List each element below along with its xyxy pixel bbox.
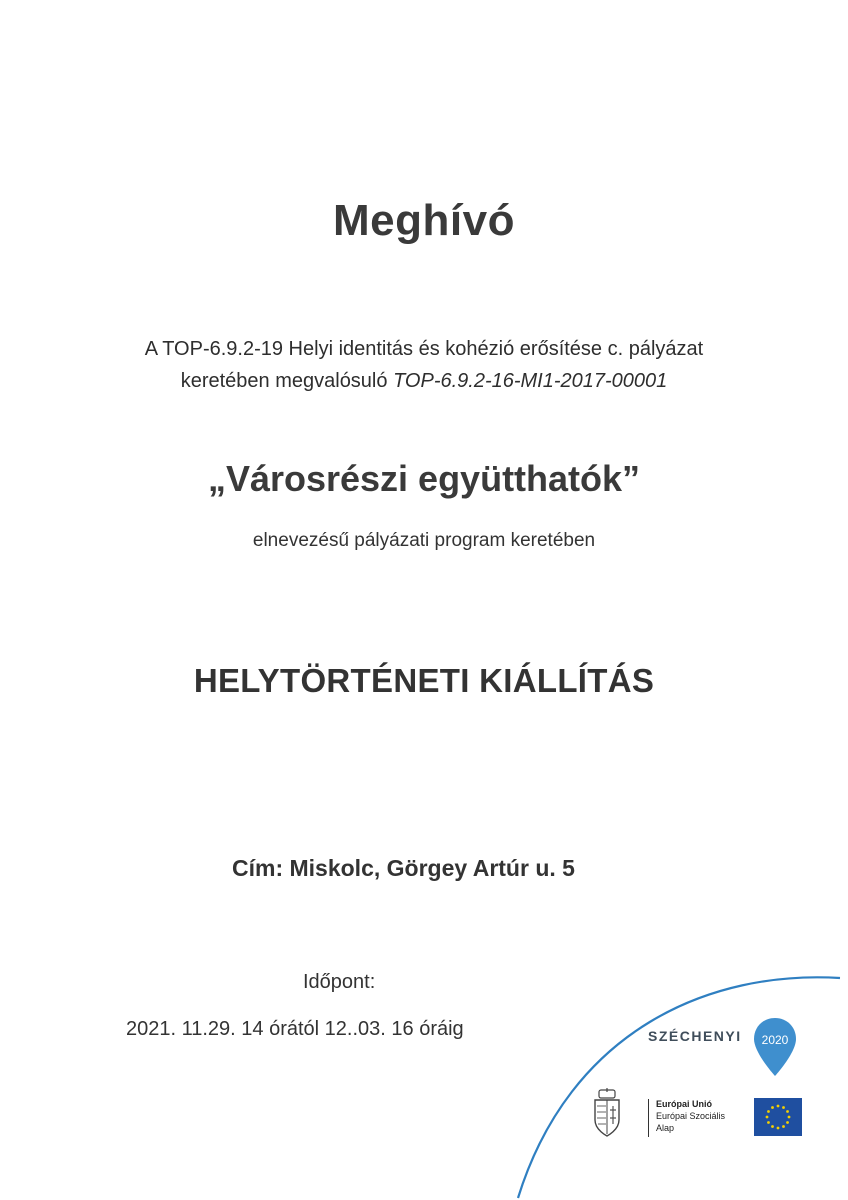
program-name: „Városrészi együtthatók” [207,458,641,499]
eu-flag-icon [754,1098,802,1136]
intro-line-2-prefix: keretében megvalósuló [180,370,394,392]
page-title: Meghívó [333,196,515,245]
eu-star-icon [782,1106,785,1109]
eu-fund-text [656,1098,725,1134]
szechenyi-year: 2020 [761,1033,789,1047]
szechenyi-label: SZÉCHENYI [648,1028,742,1044]
eu-star-icon [771,1125,774,1128]
eu-star-icon [771,1106,774,1109]
intro-line-2 [0,365,848,397]
exhibition-title: HELYTÖRTÉNETI KIÁLLÍTÁS [193,662,655,699]
eu-line-3: Alap [656,1123,675,1133]
eu-star-icon [766,1116,769,1119]
eu-star-icon [777,1127,780,1130]
eu-line-1: Európai Unió [656,1099,712,1109]
intro-line-1: A TOP-6.9.2-19 Helyi identitás és kohézió erősítése c. pályázat [144,338,704,360]
eu-star-icon [786,1110,789,1113]
project-code: TOP-6.9.2-16-MI1-2017-00001 [393,370,668,392]
time-value: 2021. 11.29. 14 órától 12..03. 16 óráig [126,1018,464,1040]
szechenyi-2020-pin-icon [752,1016,798,1078]
eu-star-icon [782,1125,785,1128]
program-subtitle: elnevezésű pályázati program keretében [252,530,596,551]
eu-star-icon [786,1121,789,1124]
eu-line-2: Európai Szociális [656,1111,726,1121]
eu-star-icon [788,1116,791,1119]
address: Cím: Miskolc, Görgey Artúr u. 5 [232,855,575,881]
eu-star-icon [777,1105,780,1108]
intro-text [0,333,848,397]
time-label: Időpont: [303,971,376,993]
hungarian-coat-of-arms-icon [590,1088,624,1140]
logo-divider [648,1099,649,1137]
eu-star-icon [767,1121,770,1124]
eu-star-icon [767,1110,770,1113]
